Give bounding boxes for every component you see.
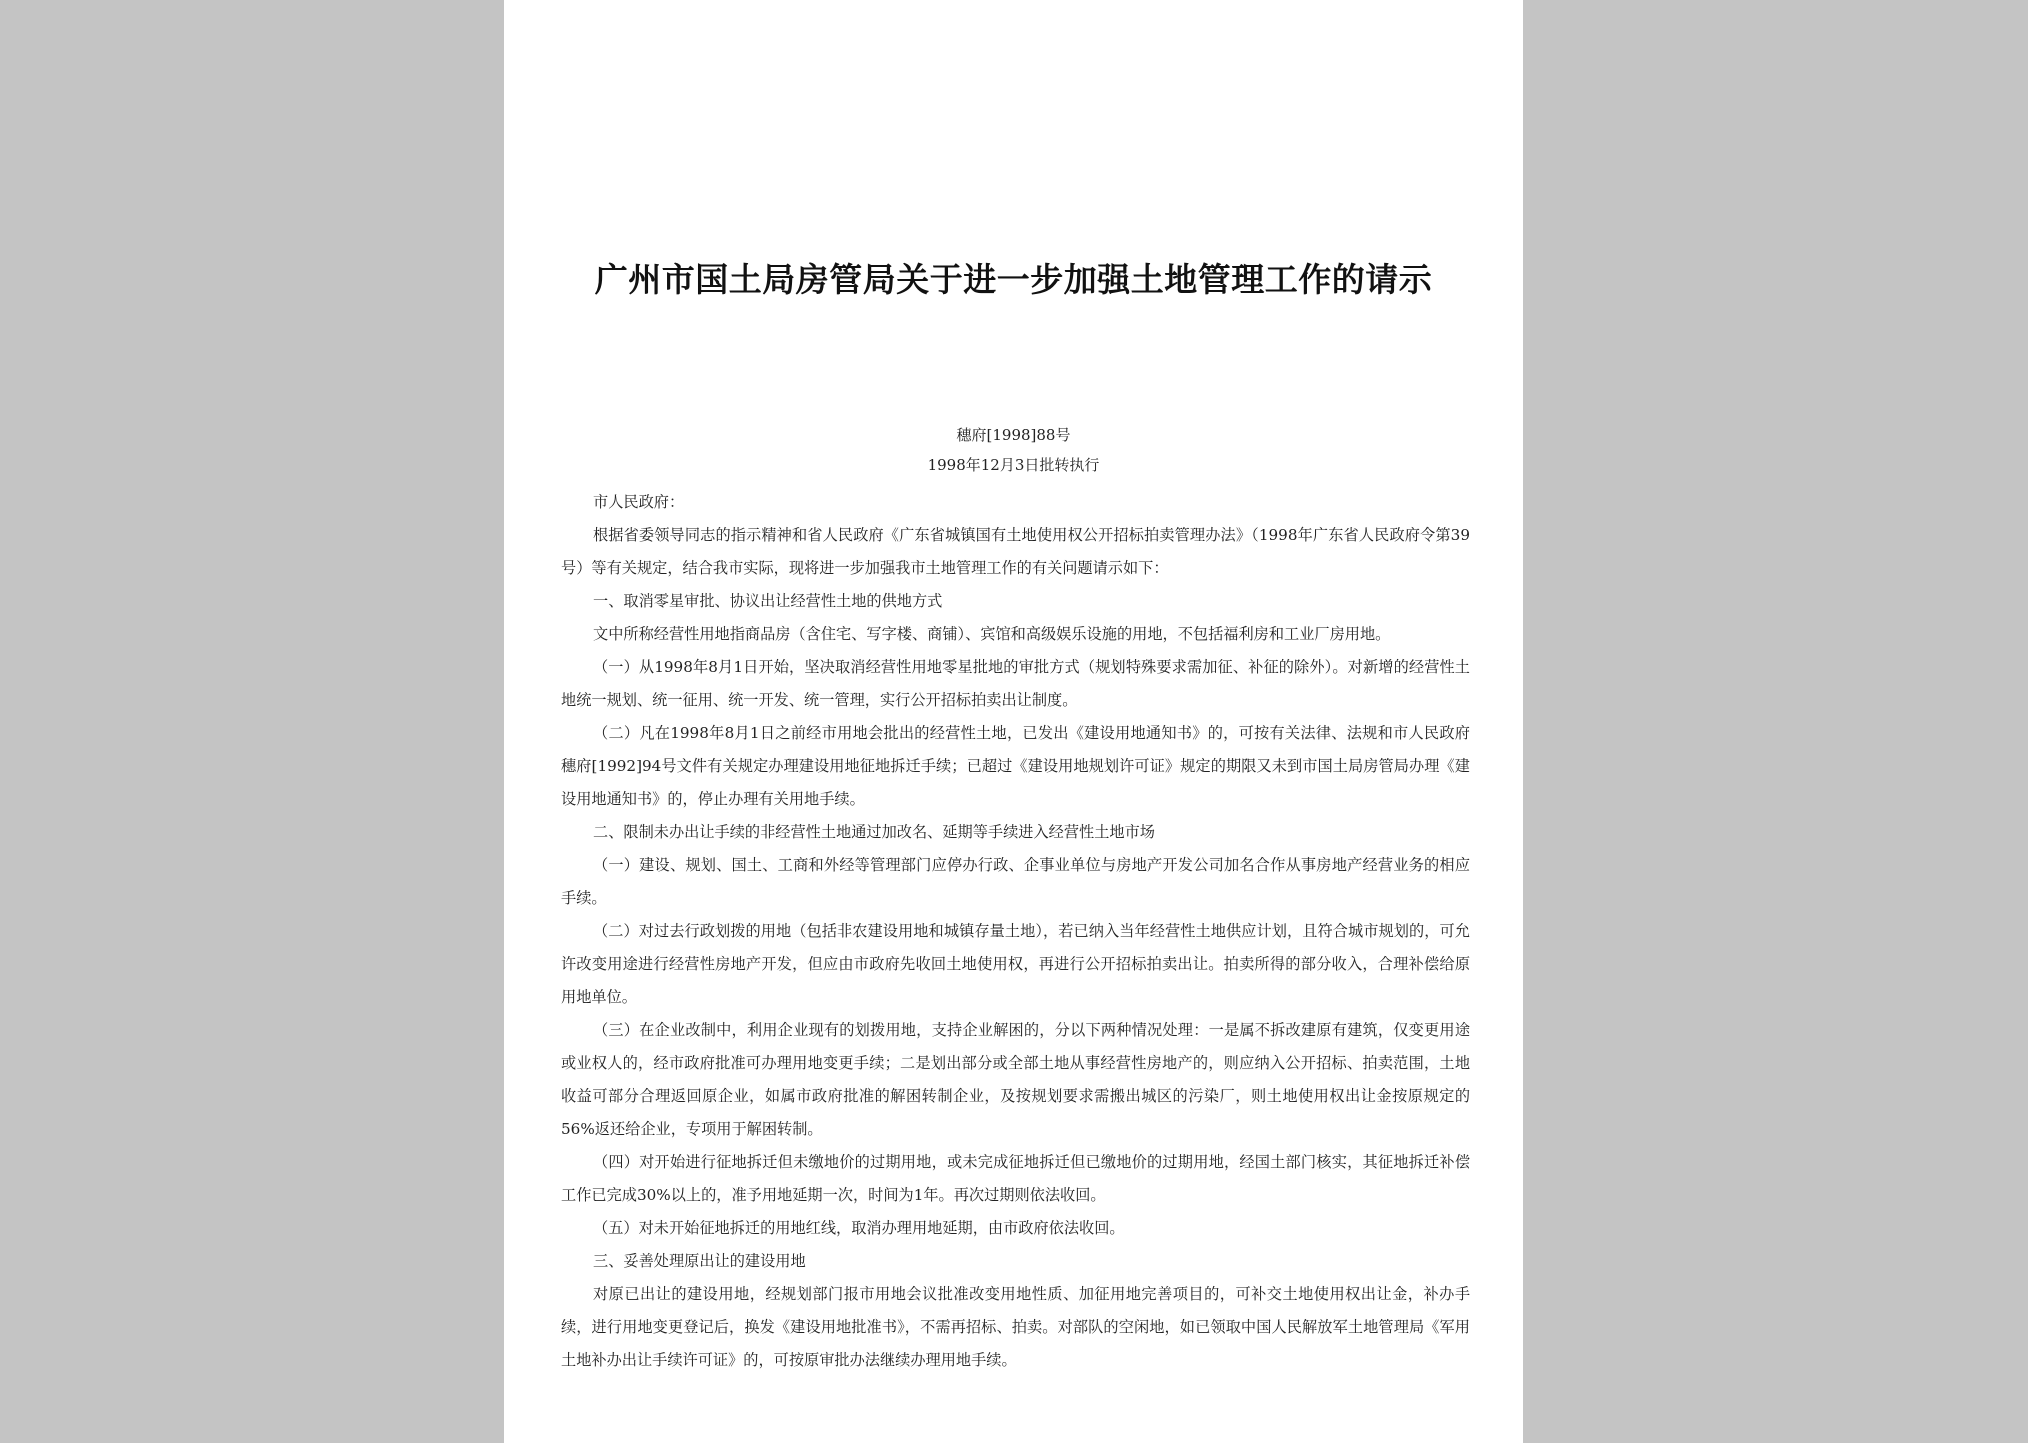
body-paragraph: 对原已出让的建设用地，经规划部门报市用地会议批准改变用地性质、加征用地完善项目的，可补交土地使用权出让金，补办手续，进行用地变更登记后，换发《建设用地批准书》，不需再招标、拍卖。对部队的空闲地，如已领取中国人民解放军土地管理局《军用土地补办出让手续许可证》的，可按原审批办法继续办理用地手续。: [561, 1285, 1470, 1369]
document-title: 广州市国土局房管局关于进一步加强土地管理工作的请示: [594, 260, 1433, 299]
body-paragraph: （一）从1998年8月1日开始，坚决取消经营性用地零星批地的审批方式（规划特殊要求需加征、补征的除外）。对新增的经营性土地统一规划、统一征用、统一开发、统一管理，实行公开招标拍卖出让制度。: [561, 658, 1470, 709]
body-paragraph: 一、取消零星审批、协议出让经营性土地的供地方式: [593, 592, 943, 610]
document-body: [561, 486, 1470, 1377]
body-paragraph: 三、妥善处理原出让的建设用地: [593, 1252, 806, 1270]
approval-date: 1998年12月3日批转执行: [927, 456, 1100, 474]
body-paragraph: （二）凡在1998年8月1日之前经市用地会批出的经营性土地，已发出《建设用地通知书》的，可按有关法律、法规和市人民政府穗府[1992]94号文件有关规定办理建设用地征地拆迁手续；已超过《建设用地规划许可证》规定的期限又未到市国土局房管局办理《建设用地通知书》的，停止办理有关用地手续。: [561, 724, 1470, 808]
body-paragraph: 二、限制未办出让手续的非经营性土地通过加改名、延期等手续进入经营性土地市场: [593, 823, 1155, 841]
left-margin-background: [0, 0, 504, 1443]
document-number: 穗府[1998]88号: [956, 426, 1071, 444]
body-paragraph: 根据省委领导同志的指示精神和省人民政府《广东省城镇国有土地使用权公开招标拍卖管理办法》（1998年广东省人民政府令第39号）等有关规定，结合我市实际，现将进一步加强我市土地管理工作的有关问题请示如下：: [561, 526, 1470, 577]
document-page: [504, 0, 1523, 1443]
right-margin-background: [1523, 0, 2028, 1443]
body-paragraph: 市人民政府：: [593, 493, 685, 511]
body-paragraph: （二）对过去行政划拨的用地（包括非农建设用地和城镇存量土地），若已纳入当年经营性土地供应计划，且符合城市规划的，可允许改变用途进行经营性房地产开发，但应由市政府先收回土地使用权，再进行公开招标拍卖出让。拍卖所得的部分收入，合理补偿给原用地单位。: [561, 922, 1470, 1006]
body-paragraph: 文中所称经营性用地指商品房（含住宅、写字楼、商铺）、宾馆和高级娱乐设施的用地，不包括福利房和工业厂房用地。: [593, 625, 1391, 643]
body-paragraph: （五）对未开始征地拆迁的用地红线，取消办理用地延期，由市政府依法收回。: [593, 1219, 1125, 1237]
body-paragraph: （四）对开始进行征地拆迁但未缴地价的过期用地，或未完成征地拆迁但已缴地价的过期用地，经国土部门核实，其征地拆迁补偿工作已完成30%以上的，准予用地延期一次，时间为1年。再次过期则依法收回。: [561, 1153, 1470, 1204]
body-paragraph: （一）建设、规划、国土、工商和外经等管理部门应停办行政、企事业单位与房地产开发公司加名合作从事房地产经营业务的相应手续。: [561, 856, 1470, 907]
body-paragraph: （三）在企业改制中，利用企业现有的划拨用地，支持企业解困的，分以下两种情况处理：一是属不拆改建原有建筑，仅变更用途或业权人的，经市政府批准可办理用地变更手续；二是划出部分或全部土地从事经营性房地产的，则应纳入公开招标、拍卖范围，土地收益可部分合理返回原企业，如属市政府批准的解困转制企业，及按规划要求需搬出城区的污染厂，则土地使用权出让金按原规定的56%返还给企业，专项用于解困转制。: [561, 1021, 1470, 1138]
